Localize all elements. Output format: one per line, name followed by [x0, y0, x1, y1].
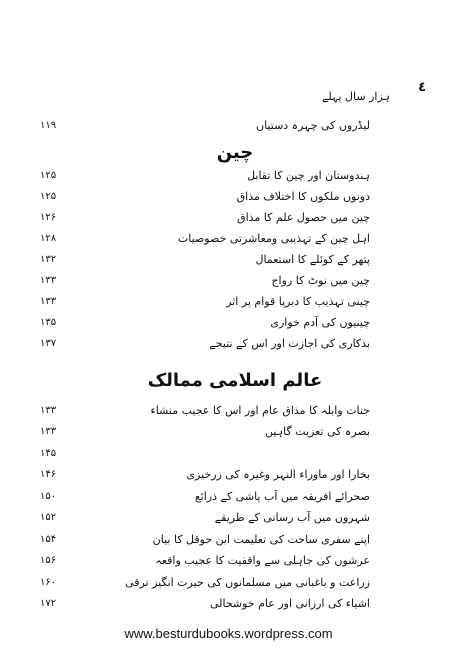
- entry-page: ۱۵۶: [40, 555, 57, 566]
- entry-title: چینیوں کی آدم خواری: [270, 315, 370, 329]
- entry-title: زراعت و باغبانی میں مسلمانوں کی حیرت انگیز ترقی: [125, 575, 370, 589]
- entry-title: چینی تہذیب کا دیرپا قوام پر اثر: [226, 294, 370, 308]
- entry-page: ۱۴۵: [40, 447, 57, 459]
- running-head: ہزار سال پہلے: [321, 90, 390, 103]
- toc-entry: [40, 594, 370, 614]
- toc-entry: [40, 312, 370, 332]
- toc-entry: [40, 443, 370, 463]
- entry-title: ہندوستان اور چین کا تقابل: [247, 168, 370, 182]
- entry-page: ۱۵۲: [40, 512, 57, 523]
- entry-page: ۱۲۶: [40, 211, 57, 223]
- entry-title: بخارا اور ماوراء النہر وغیرہ کی زرخیزی: [186, 468, 370, 481]
- entry-page: ۱۲۵: [40, 190, 57, 202]
- entry-title: بدکاری کی اجازت اور اس کے نتیجے: [209, 336, 370, 350]
- entry-title: اہل چین کے تہذیبی ومعاشرتی خصوصیات: [177, 231, 370, 245]
- entry-title: لیڈروں کی چہرہ دستیاں: [256, 118, 370, 132]
- toc-entry: [40, 486, 370, 506]
- entry-page: ۱۶۰: [40, 576, 57, 588]
- entry-page: ۱۲۸: [40, 232, 57, 244]
- toc-entry: [40, 165, 370, 185]
- entry-title: چین میں حصول علم کا مذاق: [237, 210, 370, 224]
- entry-page: ۱۳۳: [40, 274, 57, 286]
- toc-entry: [40, 115, 370, 135]
- toc-entry: [40, 422, 370, 442]
- toc-entry: [40, 228, 370, 248]
- entry-page: ۱۷۲: [40, 598, 57, 609]
- entry-title: جنات وابلہ کا مذاق عام اور اس کا عجیب منشاء: [150, 403, 370, 417]
- entry-page: ۱۵۴: [40, 533, 57, 545]
- toc-entry: [40, 572, 370, 592]
- toc-entry: [40, 207, 370, 227]
- toc-entry: [40, 400, 370, 420]
- toc-entry: [40, 508, 370, 528]
- section-title-china: چین: [216, 142, 254, 163]
- entry-title: اپنے سفری ساحت کی تعلیمت ابن حوقل کا بیان: [152, 532, 370, 546]
- entry-page: ۱۳۷: [40, 337, 57, 349]
- toc-entry: [40, 551, 370, 571]
- toc-entry: [40, 186, 370, 206]
- entry-page: ۱۳۵: [40, 316, 57, 328]
- toc-page: [40, 70, 430, 630]
- section-title-islamic: عالم اسلامی ممالک: [147, 370, 323, 391]
- toc-entry: [40, 529, 370, 549]
- toc-entry: [40, 465, 370, 485]
- toc-entry: [40, 270, 370, 290]
- page-number: ٤: [418, 80, 426, 95]
- entry-page: ۱۵۰: [40, 490, 57, 502]
- footer-url: www.besturdubooks.wordpress.com: [124, 626, 333, 641]
- toc-entry: [40, 333, 370, 353]
- entry-page: ۱۲۵: [40, 169, 57, 181]
- entry-page: ۱۴۶: [40, 469, 57, 480]
- entry-title: چین میں نوٹ کا رواج: [271, 273, 370, 287]
- entry-title: بصرہ کی تعزیت گاہیں: [264, 425, 370, 438]
- entry-page: ۱۳۳: [40, 404, 57, 416]
- entry-title: صحرائے افریقہ میں آب پاشی کے ذرائع: [194, 489, 370, 503]
- entry-title: شہروں میں آب رسانی کے طریقے: [214, 511, 370, 524]
- entry-page: ۱۳۲: [40, 253, 57, 265]
- entry-page: ۱۱۹: [40, 119, 57, 131]
- toc-entry: [40, 249, 370, 269]
- entry-title: اشیاء کی ارزانی اور عام خوشحالی: [209, 597, 370, 610]
- entry-title: دونوں ملکوں کا اختلاف مذاق: [236, 189, 370, 203]
- entry-title: عرشوں کی جاہلی سے واقفیت کا عجیب واقعہ: [155, 554, 370, 567]
- entry-title: پتھر کے کوئلے کا استعمال: [255, 252, 370, 266]
- entry-page: ۱۳۳: [40, 295, 57, 307]
- toc-entry: [40, 291, 370, 311]
- entry-page: ۱۳۳: [40, 426, 57, 437]
